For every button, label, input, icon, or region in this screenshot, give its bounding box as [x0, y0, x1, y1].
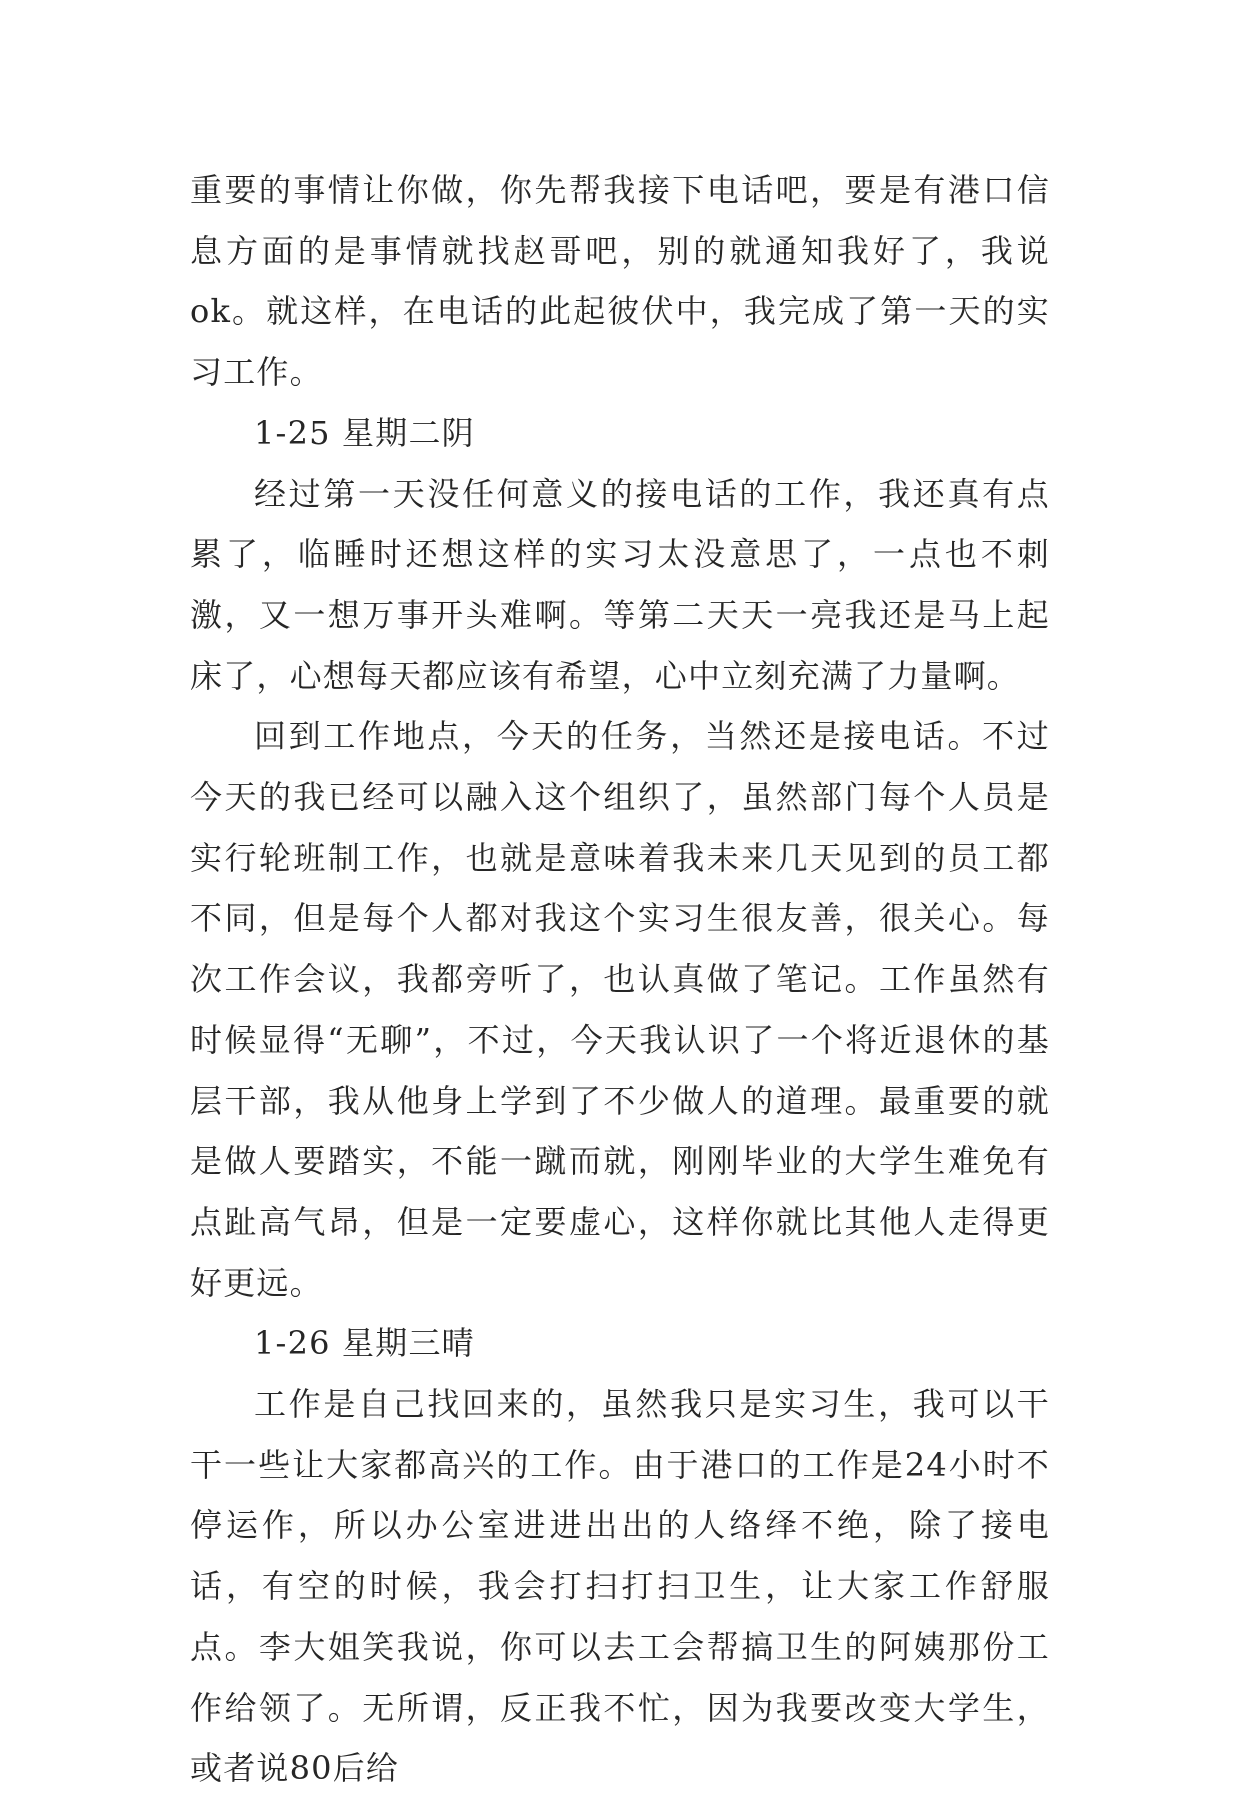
- paragraph-3: 回到工作地点，今天的任务，当然还是接电话。不过今天的我已经可以融入这个组织了，虽然部门每个人员是实行轮班制工作，也就是意味着我未来几天见到的员工都不同，但是每个人都对我这个实习生很友善，很关心。每次工作会议，我都旁听了，也认真做了笔记。工作虽然有时候显得“无聊”，不过，今天我认识了一个将近退休的基层干部，我从他身上学到了不少做人的道理。最重要的就是做人要踏实，不能一蹴而就，刚刚毕业的大学生难免有点趾高气昂，但是一定要虚心，这样你就比其他人走得更好更远。: [190, 717, 1050, 1302]
- diary-date-heading: 1-25 星期二阴: [254, 413, 475, 452]
- paragraph-2: 经过第一天没任何意义的接电话的工作，我还真有点累了，临睡时还想这样的实习太没意思了，一点也不刺激，又一想万事开头难啊。等第二天天一亮我还是马上起床了，心想每天都应该有希望，心中立刻充满了力量啊。: [190, 474, 1050, 695]
- document-page: [190, 160, 1050, 1799]
- paragraph-1: 重要的事情让你做，你先帮我接下电话吧，要是有港口信息方面的是事情就找赵哥吧，别的就通知我好了，我说ok。就这样，在电话的此起彼伏中，我完成了第一天的实习工作。: [190, 171, 1050, 392]
- paragraph-4: 工作是自己找回来的，虽然我只是实习生，我可以干干一些让大家都高兴的工作。由于港口的工作是24小时不停运作，所以办公室进进出出的人络绎不绝，除了接电话，有空的时候，我会打扫打扫卫生，让大家工作舒服点。李大姐笑我说，你可以去工会帮搞卫生的阿姨那份工作给领了。无所谓，反正我不忙，因为我要改变大学生，或者说80后给: [190, 1385, 1050, 1788]
- diary-date-heading: 1-26 星期三晴: [254, 1324, 475, 1363]
